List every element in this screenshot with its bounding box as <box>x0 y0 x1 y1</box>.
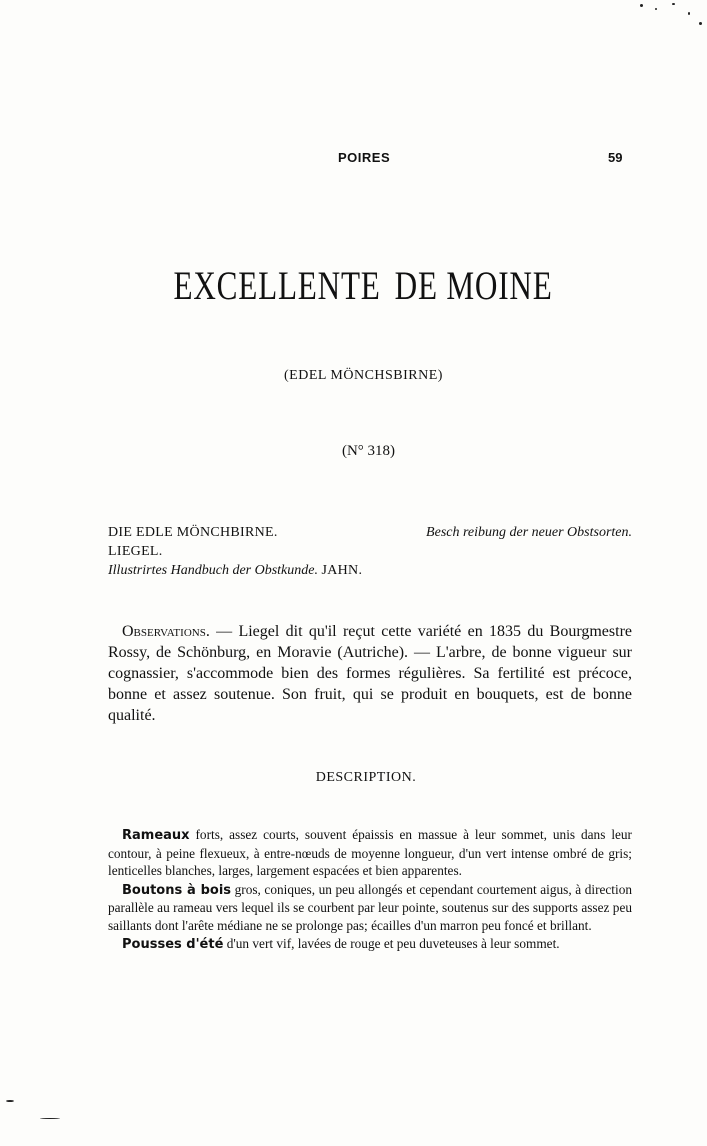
scan-speck <box>640 4 643 7</box>
observations-text: — Liegel dit qu'il reçut cette variété en 1835 du Bourgmestre Rossy, de Schönburg, en Moravie (Autriche). — L'arbre, de bonne vigueur sur cognassier, s'accommode bien des formes régulières. Sa fertilité est précoce, bonne et assez soutenue. Son fruit, qui se produit en bouquets, est de bonne qualité. <box>108 623 632 724</box>
description-term: Boutons à bois <box>122 882 232 898</box>
reference-author-1: LIEGEL. <box>108 544 163 559</box>
scan-speck <box>6 1100 14 1102</box>
reference-author-2: JAHN. <box>321 563 363 578</box>
description-text: forts, assez courts, souvent épaissis en massue à leur sommet, unis dans leur contour, à peine flexueux, à entre-nœuds de moyenne longueur, d'un vert intense ombré de gris; lenticelles blanches, larges, largement espacées et bien apparentes. <box>108 827 632 878</box>
description-paragraph <box>108 826 632 880</box>
reference-name: DIE EDLE MÖNCHBIRNE. <box>108 525 278 540</box>
reference-line-1 <box>108 523 632 542</box>
variety-title <box>80 262 631 309</box>
observations-paragraph <box>108 621 632 726</box>
page-number: 59 <box>608 150 623 165</box>
observations-lead: Observations. <box>122 623 210 640</box>
description-text: gros, coniques, un peu allongés et cependant courtement aigus, à direction parallèle au rameau vers lequel ils se courbent par leur pointe, soutenus sur des supports assez peu saillants dont l'arête médiane ne se prolonge pas; écailles d'un marron peu foncé et brillant. <box>108 881 632 933</box>
description-paragraph <box>108 881 632 935</box>
description-text: d'un vert vif, lavées de rouge et peu duveteuses à leur sommet. <box>223 936 560 951</box>
reference-line-3 <box>108 561 632 580</box>
description-heading: DESCRIPTION. <box>315 770 417 785</box>
description-paragraph <box>108 935 632 954</box>
scan-speck <box>655 8 657 10</box>
variety-number: (N° 318) <box>341 443 396 459</box>
german-name: (EDEL MÖNCHSBIRNE) <box>284 368 443 383</box>
scan-speck <box>688 12 690 15</box>
scan-speck <box>672 3 675 5</box>
description-term: Rameaux <box>122 828 190 843</box>
description-term: Pousses d'été <box>122 937 224 952</box>
description-body <box>108 826 632 955</box>
running-head: POIRES <box>338 150 391 165</box>
scan-speck <box>699 22 702 25</box>
title-part-1: EXCELLENTE <box>173 263 381 308</box>
reference-work-2: Illustrirtes Handbuch der Obstkunde. <box>108 563 318 578</box>
references <box>108 523 632 580</box>
reference-work-1: Besch reibung der neuer Obstsorten. <box>426 525 632 540</box>
title-part-2: DE MOINE <box>394 263 553 308</box>
page-header <box>0 150 707 170</box>
scan-speck <box>40 1118 60 1119</box>
